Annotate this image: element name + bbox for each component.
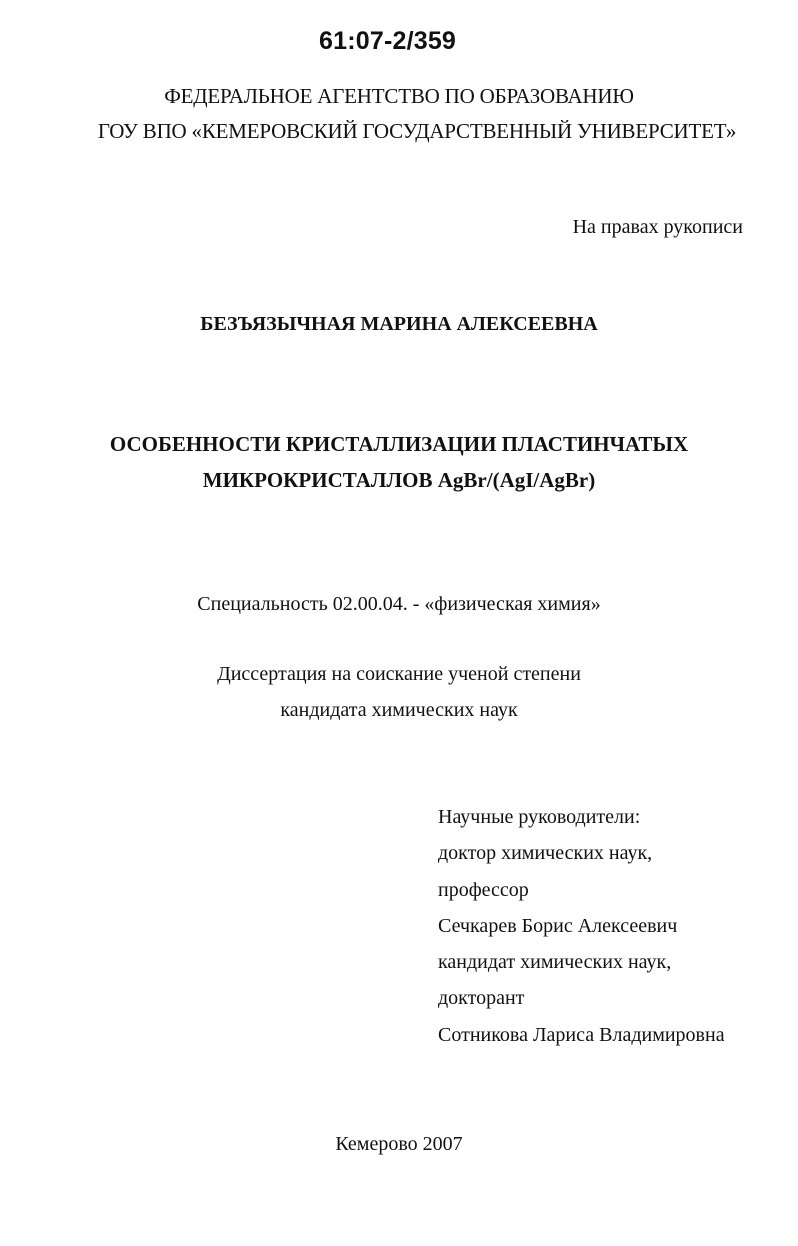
manuscript-note: На правах рукописи: [572, 216, 743, 238]
specialty: Специальность 02.00.04. - «физическая химия»: [197, 593, 601, 615]
supervisor-1-name: Сечкарев Борис Алексеевич: [438, 914, 678, 937]
organization-line-1: ФЕДЕРАЛЬНОЕ АГЕНТСТВО ПО ОБРАЗОВАНИЮ: [164, 84, 634, 108]
supervisor-2-title: докторант: [438, 987, 525, 1010]
supervisor-2-degree: кандидат химических наук,: [438, 951, 672, 974]
dissertation-title-line-1: ОСОБЕННОСТИ КРИСТАЛЛИЗАЦИИ ПЛАСТИНЧАТЫХ: [109, 432, 689, 456]
supervisors-heading: Научные руководители:: [438, 806, 641, 828]
place-year: Кемерово 2007: [335, 1133, 463, 1155]
dissertation-title-line-2: МИКРОКРИСТАЛЛОВ AgBr/(AgI/AgBr): [202, 468, 596, 492]
supervisor-1-title: профессор: [438, 878, 529, 901]
degree-line-1: Диссертация на соискание ученой степени: [217, 663, 581, 685]
degree-line-2: кандидата химических наук: [280, 699, 518, 721]
supervisor-1-degree: доктор химических наук,: [438, 842, 653, 865]
supervisors-block: [438, 806, 725, 1060]
author-name: БЕЗЪЯЗЫЧНАЯ МАРИНА АЛЕКСЕЕВНА: [200, 313, 598, 335]
organization-line-2: ГОУ ВПО «КЕМЕРОВСКИЙ ГОСУДАРСТВЕННЫЙ УНИВЕРСИТЕТ»: [97, 119, 737, 143]
supervisor-2-name: Сотникова Лариса Владимировна: [438, 1023, 725, 1046]
archive-code: 61:07-2/359: [319, 27, 457, 55]
